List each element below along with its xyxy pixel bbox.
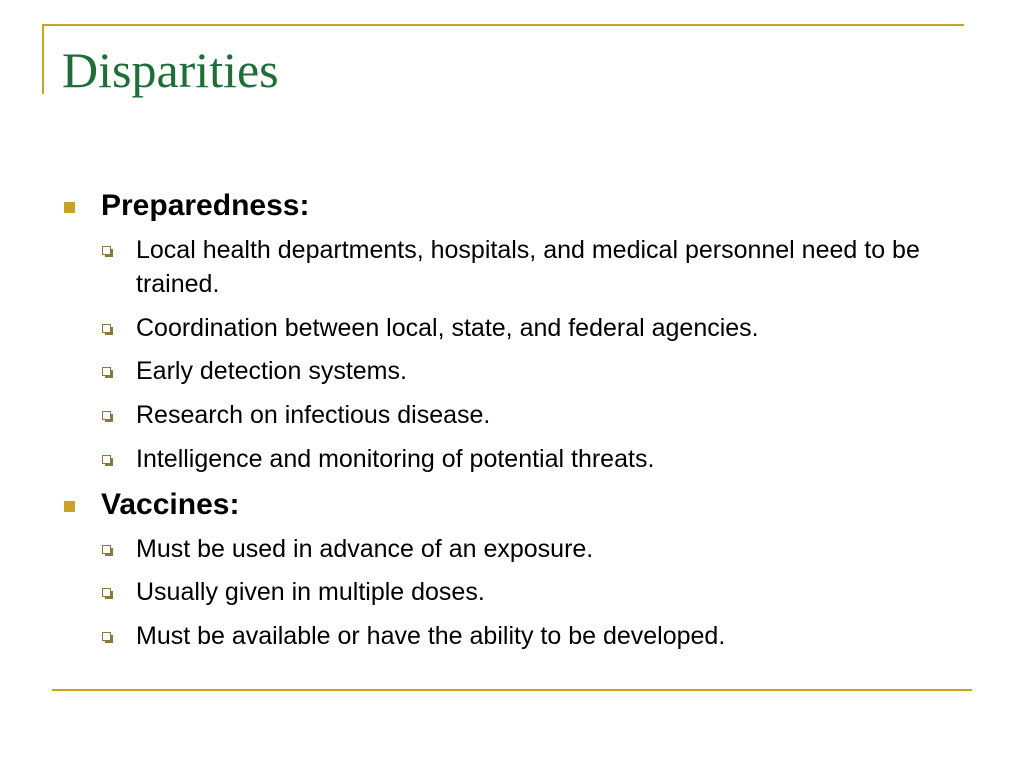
checkbox-bullet-icon xyxy=(102,246,111,255)
square-bullet-icon xyxy=(64,202,75,213)
bullet-level1 xyxy=(62,487,972,523)
slide-content xyxy=(62,188,972,664)
list-item-text: Research on infectious disease. xyxy=(136,401,491,429)
checkbox-bullet-icon xyxy=(102,632,111,641)
frame-top-line xyxy=(42,24,964,26)
checkbox-bullet-icon xyxy=(102,545,111,554)
frame-bottom-line xyxy=(52,689,972,691)
list-item-text: Usually given in multiple doses. xyxy=(136,578,485,607)
list-item xyxy=(100,312,972,346)
section-vaccines xyxy=(62,487,972,654)
bullet-level1 xyxy=(62,188,972,224)
frame-left-line xyxy=(42,24,44,94)
list-item-text: Must be available or have the ability to be developed. xyxy=(136,622,726,650)
list-item-text: Early detection systems. xyxy=(136,357,407,386)
checkbox-bullet-icon xyxy=(102,411,111,420)
list-item xyxy=(100,620,972,654)
list-item xyxy=(100,576,972,610)
checkbox-bullet-icon xyxy=(102,588,111,597)
list-item-text: Intelligence and monitoring of potential threats. xyxy=(136,444,655,473)
list-item-text: Must be used in advance of an exposure. xyxy=(136,534,594,563)
list-item xyxy=(100,443,972,477)
section-heading: Vaccines: xyxy=(101,487,240,521)
list-item xyxy=(100,234,972,302)
list-item-text: Coordination between local, state, and federal agencies. xyxy=(136,313,759,342)
checkbox-bullet-icon xyxy=(102,324,111,333)
list-item xyxy=(100,355,972,389)
checkbox-bullet-icon xyxy=(102,455,111,464)
section-heading: Preparedness: xyxy=(101,189,310,222)
list-item xyxy=(100,399,972,433)
section-preparedness xyxy=(62,188,972,477)
list-item-text: Local health departments, hospitals, and medical personnel need to be trained. xyxy=(136,236,920,298)
slide-title: Disparities xyxy=(62,42,279,98)
checkbox-bullet-icon xyxy=(102,367,111,376)
list-item xyxy=(100,533,972,567)
square-bullet-icon xyxy=(64,501,75,512)
